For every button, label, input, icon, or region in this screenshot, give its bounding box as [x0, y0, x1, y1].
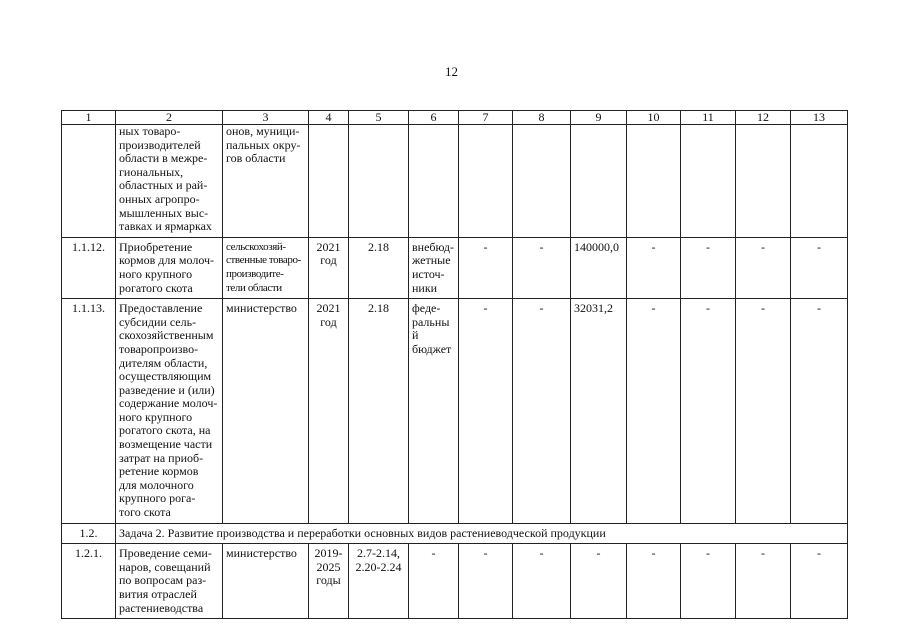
- period: 2021 год: [309, 299, 349, 524]
- value-col-13: -: [791, 237, 848, 298]
- value-col-9: 140000,0: [571, 237, 627, 298]
- funding-source: -: [409, 544, 459, 619]
- indicator: [349, 125, 409, 238]
- header-cell: 13: [791, 111, 848, 125]
- executor: онов, муници- пальных окру- гов области: [223, 125, 309, 238]
- section-row: [62, 523, 848, 544]
- header-cell: 3: [223, 111, 309, 125]
- value-col-11: -: [681, 237, 736, 298]
- program-activities-table: [61, 110, 848, 619]
- value-col-11: -: [681, 544, 736, 619]
- header-cell: 9: [571, 111, 627, 125]
- value-col-9: [571, 125, 627, 238]
- table-row: [62, 544, 848, 619]
- indicator: 2.18: [349, 237, 409, 298]
- value-col-13: -: [791, 544, 848, 619]
- value-col-8: -: [513, 299, 571, 524]
- header-cell: 7: [459, 111, 513, 125]
- value-col-7: -: [459, 237, 513, 298]
- activity-name: Проведение семи- наров, совещаний по вопросам раз- вития отраслей растениеводства: [116, 544, 223, 619]
- executor: министерство: [223, 544, 309, 619]
- value-col-12: -: [736, 544, 791, 619]
- table-row: [62, 299, 848, 524]
- page-number: 12: [445, 64, 458, 79]
- activity-name: Приобретение кормов для молоч- ного крупного рогатого скота: [116, 237, 223, 298]
- value-col-10: -: [627, 237, 681, 298]
- header-cell: 1: [62, 111, 116, 125]
- value-col-10: [627, 125, 681, 238]
- value-col-7: -: [459, 299, 513, 524]
- funding-source: внебюд- жетные источ- ники: [409, 237, 459, 298]
- value-col-9: 32031,2: [571, 299, 627, 524]
- section-title: Задача 2. Развитие производства и переработки основных видов растениеводческой продукции: [116, 523, 848, 544]
- indicator: 2.18: [349, 299, 409, 524]
- activity-name: Предоставление субсидии сель- скохозяйственным товаропроизво- дителям области, осуществляющим разведение и (или) содержание молоч- ного крупного рогатого скота, на возмещение части затрат на приоб- ретение кормов для молочного крупного рога- того скота: [116, 299, 223, 524]
- value-col-12: -: [736, 299, 791, 524]
- section-number: 1.2.: [62, 523, 116, 544]
- table-row: [62, 125, 848, 238]
- header-cell: 4: [309, 111, 349, 125]
- value-col-10: -: [627, 544, 681, 619]
- row-number: [62, 125, 116, 238]
- row-number: 1.2.1.: [62, 544, 116, 619]
- value-col-8: -: [513, 544, 571, 619]
- value-col-8: -: [513, 237, 571, 298]
- value-col-9: -: [571, 544, 627, 619]
- value-col-11: -: [681, 299, 736, 524]
- header-row: [62, 111, 848, 125]
- value-col-13: -: [791, 299, 848, 524]
- header-cell: 5: [349, 111, 409, 125]
- period: 2019- 2025 годы: [309, 544, 349, 619]
- header-cell: 2: [116, 111, 223, 125]
- value-col-11: [681, 125, 736, 238]
- activity-name: ных товаро- производителей области в межре- гиональных, областных и рай- онных агропро- мышленных выс- тавках и ярмарках: [116, 125, 223, 238]
- funding-source: феде- ральный бюджет: [409, 299, 459, 524]
- value-col-13: [791, 125, 848, 238]
- period: 2021 год: [309, 237, 349, 298]
- header-cell: 10: [627, 111, 681, 125]
- value-col-7: -: [459, 544, 513, 619]
- executor: сельскохозяй- ственные товаро- производите- тели области: [223, 237, 309, 298]
- period: [309, 125, 349, 238]
- funding-source: [409, 125, 459, 238]
- value-col-10: -: [627, 299, 681, 524]
- header-cell: 8: [513, 111, 571, 125]
- row-number: 1.1.13.: [62, 299, 116, 524]
- header-cell: 12: [736, 111, 791, 125]
- row-number: 1.1.12.: [62, 237, 116, 298]
- value-col-7: [459, 125, 513, 238]
- value-col-12: -: [736, 237, 791, 298]
- value-col-8: [513, 125, 571, 238]
- table-row: [62, 237, 848, 298]
- value-col-12: [736, 125, 791, 238]
- header-cell: 6: [409, 111, 459, 125]
- executor: министерство: [223, 299, 309, 524]
- header-cell: 11: [681, 111, 736, 125]
- indicator: 2.7-2.14, 2.20-2.24: [349, 544, 409, 619]
